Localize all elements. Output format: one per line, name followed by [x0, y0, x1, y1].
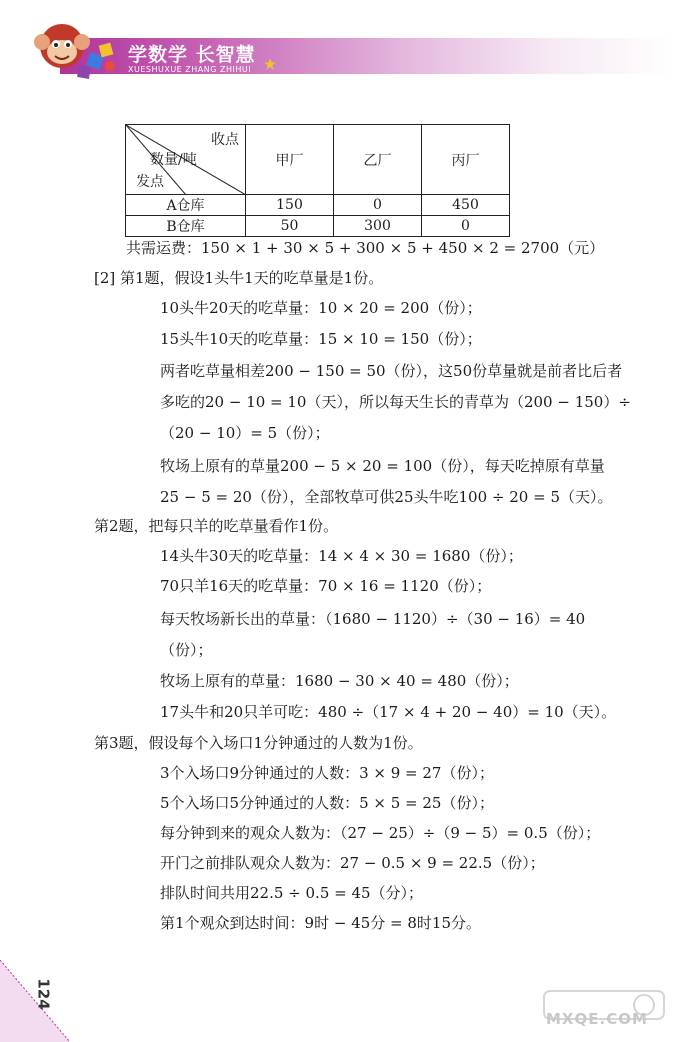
header-subtitle: XUESHUXUE ZHANG ZHIHUI — [128, 65, 252, 74]
solution-line: 开门之前排队观众人数为：27 − 0.5 × 9 = 22.5（份）； — [160, 854, 545, 872]
page-header — [0, 0, 675, 90]
solution-line: 15头牛10天的吃草量：15 × 10 = 150（份）； — [160, 330, 482, 348]
monkey-mascot-icon — [20, 8, 130, 88]
column-header: 乙厂 — [334, 125, 422, 195]
solution-line: 10头牛20天的吃草量：10 × 20 = 200（份）； — [160, 299, 482, 317]
watermark-text: MXQE.COM — [546, 1010, 648, 1028]
column-header: 甲厂 — [246, 125, 334, 195]
table-row — [126, 216, 510, 237]
solution-line: 5个入场口5分钟通过的人数：5 × 5 = 25（份）； — [160, 794, 494, 812]
solution-line: 70只羊16天的吃草量：70 × 16 = 1120（份）； — [160, 577, 492, 595]
corner-label-quantity: 数量/吨 — [150, 152, 197, 168]
corner-label-receive: 收点 — [211, 132, 239, 148]
watermark-logo — [540, 970, 670, 1040]
solution-line: 25 − 5 = 20（份），全部牧草可供25头牛吃100 ÷ 20 = 5（天）。 — [160, 488, 613, 506]
solution-line: 多吃的20 − 10 = 10（天），所以每天生长的青草为（200 − 150）÷ — [160, 393, 631, 411]
question-3-heading: 第3题，假设每个入场口1分钟通过的人数为1份。 — [94, 734, 423, 752]
solution-line: 14头牛30天的吃草量：14 × 4 × 30 = 1680（份）； — [160, 547, 523, 565]
problem-2-heading: [2] 第1题，假设1头牛1天的吃草量是1份。 — [94, 269, 384, 287]
solution-line: 每天牧场新长出的草量：（1680 − 1120）÷（30 − 16）= 40 — [160, 610, 586, 628]
table-cell: 450 — [422, 195, 510, 216]
transport-table — [125, 124, 510, 237]
page-number: 124 — [34, 978, 53, 1010]
table-cell: 300 — [334, 216, 422, 237]
row-label: B仓库 — [126, 216, 246, 237]
question-2-heading: 第2题，把每只羊的吃草量看作1份。 — [94, 517, 339, 535]
row-label: A仓库 — [126, 195, 246, 216]
total-cost-line: 共需运费：150 × 1 + 30 × 5 + 300 × 5 + 450 × 2 = 2700（元） — [126, 239, 605, 257]
table-cell: 150 — [246, 195, 334, 216]
solution-line: 第1个观众到达时间：9时 − 45分 = 8时15分。 — [160, 914, 482, 932]
star-icon — [264, 58, 276, 70]
solution-line: 17头牛和20只羊可吃：480 ÷（17 × 4 + 20 − 40）= 10（天）。 — [160, 703, 617, 721]
solution-line: （20 − 10）= 5（份）； — [160, 424, 330, 442]
table-row — [126, 195, 510, 216]
solution-line: 排队时间共用22.5 ÷ 0.5 = 45（分）； — [160, 884, 424, 902]
solution-line: 牧场上原有的草量：1680 − 30 × 40 = 480（份）； — [160, 672, 519, 690]
solution-line: 两者吃草量相差200 − 150 = 50（份），这50份草量就是前者比后者 — [160, 362, 623, 380]
corner-label-send: 发点 — [136, 174, 164, 190]
table-cell: 0 — [334, 195, 422, 216]
solution-line: （份）； — [160, 641, 213, 659]
table-corner-cell — [126, 125, 246, 195]
header-title: 学数学 长智慧 — [128, 44, 256, 66]
solution-line: 牧场上原有的草量200 − 5 × 20 = 100（份），每天吃掉原有草量 — [160, 457, 605, 475]
solution-line: 每分钟到来的观众人数为：（27 − 25）÷（9 − 5）= 0.5（份）； — [160, 824, 601, 842]
table-cell: 0 — [422, 216, 510, 237]
column-header: 丙厂 — [422, 125, 510, 195]
solution-line: 3个入场口9分钟通过的人数：3 × 9 = 27（份）； — [160, 764, 494, 782]
table-cell: 50 — [246, 216, 334, 237]
